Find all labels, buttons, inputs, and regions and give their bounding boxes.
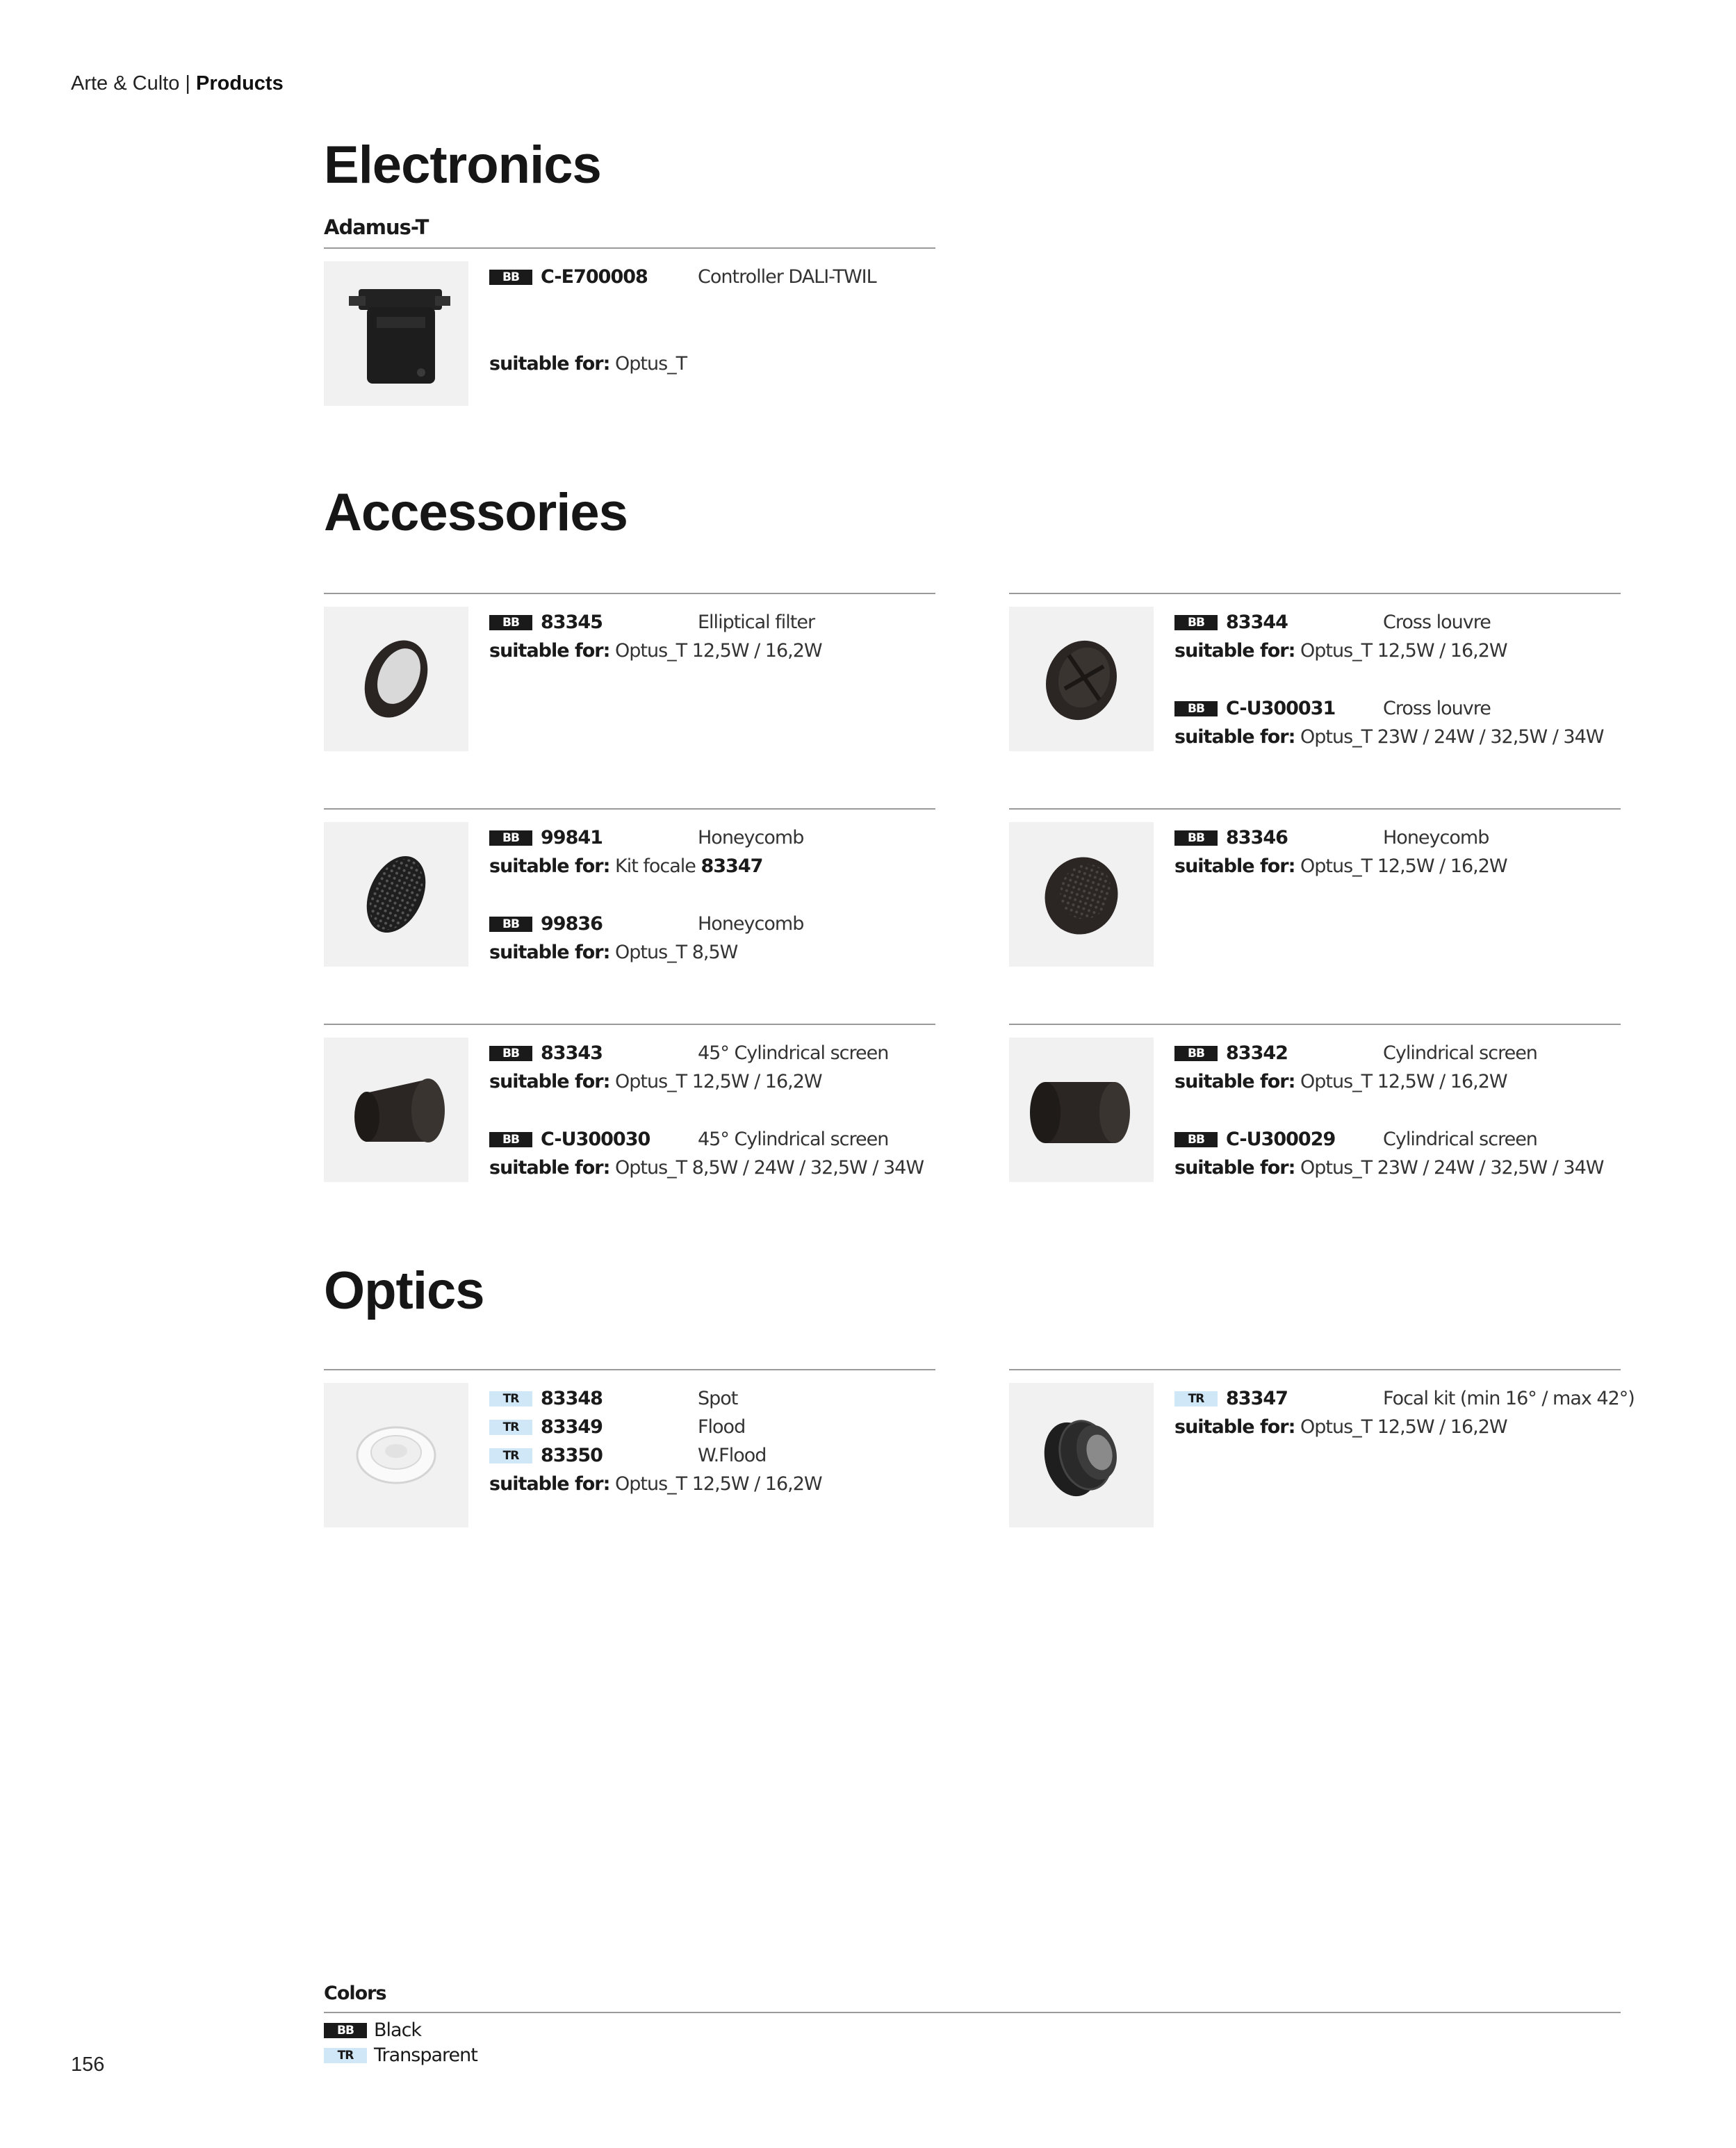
product-code-line xyxy=(1174,1384,1635,1413)
suitable-for-value: Optus_T xyxy=(614,353,687,375)
suitable-for-line xyxy=(489,350,934,378)
product-code-line xyxy=(489,1125,934,1154)
color-badge: BB xyxy=(489,830,532,846)
product-details xyxy=(489,608,934,665)
divider xyxy=(324,247,935,249)
product-details xyxy=(1174,823,1619,880)
product-details xyxy=(489,823,934,967)
breadcrumb-section: Products xyxy=(196,72,284,95)
product-code: C-U300031 xyxy=(1226,698,1336,719)
product-code-line xyxy=(1174,608,1619,637)
divider xyxy=(324,808,935,810)
product-card-83343 xyxy=(324,1024,935,1232)
product-details xyxy=(489,1384,934,1498)
product-card-83348 xyxy=(324,1369,935,1577)
divider xyxy=(1009,808,1621,810)
color-label: Black xyxy=(374,2019,422,2041)
suitable-for-value: Optus_T 8,5W xyxy=(614,942,738,963)
product-description: W.Flood xyxy=(698,1445,767,1466)
color-badge: BB xyxy=(1174,701,1218,716)
product-code: 83349 xyxy=(541,1416,603,1438)
product-code: 83346 xyxy=(1226,827,1288,848)
color-badge: BB xyxy=(489,270,532,285)
product-card-99841 xyxy=(324,808,935,1017)
divider xyxy=(1009,1024,1621,1025)
suitable-for-line xyxy=(1174,1067,1619,1096)
divider xyxy=(324,2012,1621,2013)
product-description: Flood xyxy=(698,1416,746,1438)
product-code: 83344 xyxy=(1226,612,1288,633)
product-code-line xyxy=(489,823,934,852)
divider xyxy=(1009,593,1621,594)
product-code-line xyxy=(489,910,934,938)
suitable-for-value: Optus_T 23W / 24W / 32,5W / 34W xyxy=(1300,1157,1604,1179)
product-code: 99836 xyxy=(541,913,603,935)
product-description: Honeycomb xyxy=(698,913,804,935)
color-badge: BB xyxy=(1174,615,1218,630)
honeycomb-ring-icon xyxy=(1009,822,1154,967)
suitable-for-label: suitable for: xyxy=(1174,1416,1295,1438)
product-description: Honeycomb xyxy=(1383,827,1489,848)
product-description: 45° Cylindrical screen xyxy=(698,1042,889,1064)
suitable-for-label: suitable for: xyxy=(489,1473,610,1495)
suitable-for-label: suitable for: xyxy=(1174,1071,1295,1092)
suitable-for-line xyxy=(489,1470,934,1498)
controller-icon xyxy=(324,261,468,406)
focal-kit-icon xyxy=(1009,1383,1154,1527)
page-number: 156 xyxy=(71,2053,105,2076)
product-code: 83348 xyxy=(541,1388,603,1409)
suitable-for-line xyxy=(1174,1413,1619,1441)
color-badge: BB xyxy=(1174,830,1218,846)
product-details xyxy=(489,263,934,378)
breadcrumb-brand: Arte & Culto xyxy=(71,72,180,95)
product-code-line xyxy=(1174,694,1619,723)
electronics-title: Electronics xyxy=(324,136,601,195)
honeycomb-icon xyxy=(324,822,468,967)
suitable-for-value: Optus_T 12,5W / 16,2W xyxy=(1300,640,1507,662)
product-description: Cross louvre xyxy=(1383,698,1491,719)
divider xyxy=(324,1369,935,1370)
suitable-for-line xyxy=(489,1154,934,1182)
color-badge: BB xyxy=(1174,1132,1218,1147)
product-details xyxy=(1174,1384,1635,1441)
color-badge: BB xyxy=(1174,1046,1218,1061)
product-description: Cross louvre xyxy=(1383,612,1491,633)
divider xyxy=(324,1024,935,1025)
suitable-for-line xyxy=(1174,852,1619,880)
suitable-for-line xyxy=(489,938,934,967)
product-card-83346 xyxy=(1009,808,1621,1017)
product-code: 83345 xyxy=(541,612,603,633)
product-card-83344 xyxy=(1009,593,1621,801)
color-badge: BB xyxy=(489,615,532,630)
suitable-for-line xyxy=(489,637,934,665)
color-badge: TR xyxy=(489,1448,532,1464)
suitable-for-value: Optus_T 12,5W / 16,2W xyxy=(1300,1416,1507,1438)
product-card-83345 xyxy=(324,593,935,801)
suitable-for-label: suitable for: xyxy=(1174,640,1295,662)
suitable-for-value: Optus_T 8,5W / 24W / 32,5W / 34W xyxy=(614,1157,924,1179)
product-code-line xyxy=(1174,823,1619,852)
divider xyxy=(324,593,935,594)
product-code: 99841 xyxy=(541,827,603,848)
optics-title: Optics xyxy=(324,1261,484,1320)
product-code-line xyxy=(489,1441,934,1470)
suitable-for-value: Optus_T 12,5W / 16,2W xyxy=(1300,1071,1507,1092)
color-badge: BB xyxy=(324,2023,367,2038)
breadcrumb-separator: | xyxy=(185,72,190,95)
product-code: 83347 xyxy=(1226,1388,1288,1409)
suitable-for-value: Optus_T 12,5W / 16,2W xyxy=(614,1071,822,1092)
suitable-for-label: suitable for: xyxy=(1174,855,1295,877)
suitable-for-line xyxy=(489,852,934,880)
product-description: Cylindrical screen xyxy=(1383,1129,1537,1150)
suitable-for-label: suitable for: xyxy=(489,353,610,375)
color-badge: BB xyxy=(489,1132,532,1147)
product-code: 83350 xyxy=(541,1445,603,1466)
product-card-83342 xyxy=(1009,1024,1621,1232)
product-details xyxy=(1174,608,1619,751)
product-description: Spot xyxy=(698,1388,738,1409)
suitable-for-value: Optus_T 23W / 24W / 32,5W / 34W xyxy=(1300,726,1604,748)
suitable-for-value: Kit focale xyxy=(614,855,701,877)
lens-icon xyxy=(324,1383,468,1527)
product-description: Controller DALI-TWIL xyxy=(698,266,876,288)
divider xyxy=(1009,1369,1621,1370)
product-description: Honeycomb xyxy=(698,827,804,848)
product-code: C-U300030 xyxy=(541,1129,650,1150)
product-description: 45° Cylindrical screen xyxy=(698,1129,889,1150)
product-code-line xyxy=(489,1384,934,1413)
suitable-for-label: suitable for: xyxy=(489,855,610,877)
suitable-for-label: suitable for: xyxy=(1174,1157,1295,1179)
product-code-line xyxy=(489,263,934,291)
suitable-for-value: Optus_T 12,5W / 16,2W xyxy=(614,1473,822,1495)
product-description: Cylindrical screen xyxy=(1383,1042,1537,1064)
suitable-for-line xyxy=(1174,637,1619,665)
product-card-electronics xyxy=(324,247,935,456)
product-code-line xyxy=(1174,1039,1619,1067)
accessories-title: Accessories xyxy=(324,483,628,542)
color-badge: TR xyxy=(1174,1391,1218,1407)
color-label: Transparent xyxy=(374,2044,477,2066)
suitable-for-line xyxy=(1174,1154,1619,1182)
color-legend-transparent xyxy=(324,2043,477,2068)
suitable-for-line xyxy=(1174,723,1619,751)
product-description: Elliptical filter xyxy=(698,612,815,633)
suitable-for-label: suitable for: xyxy=(1174,726,1295,748)
suitable-for-code: 83347 xyxy=(701,855,763,877)
suitable-for-label: suitable for: xyxy=(489,942,610,963)
product-details xyxy=(1174,1039,1619,1182)
color-badge: BB xyxy=(489,917,532,932)
color-badge: BB xyxy=(489,1046,532,1061)
colors-title: Colors xyxy=(324,1983,386,2004)
color-badge: TR xyxy=(489,1420,532,1435)
cylindrical-screen-icon xyxy=(1009,1038,1154,1182)
product-code-line xyxy=(489,1413,934,1441)
suitable-for-label: suitable for: xyxy=(489,1157,610,1179)
color-badge: TR xyxy=(489,1391,532,1407)
product-code: 83342 xyxy=(1226,1042,1288,1064)
color-badge: TR xyxy=(324,2048,367,2063)
product-card-83347 xyxy=(1009,1369,1635,1577)
product-code-line xyxy=(489,608,934,637)
product-code-line xyxy=(1174,1125,1619,1154)
suitable-for-label: suitable for: xyxy=(489,1071,610,1092)
product-code: C-U300029 xyxy=(1226,1129,1336,1150)
suitable-for-value: Optus_T 12,5W / 16,2W xyxy=(1300,855,1507,877)
suitable-for-value: Optus_T 12,5W / 16,2W xyxy=(614,640,822,662)
product-description: Focal kit (min 16° / max 42°) xyxy=(1383,1388,1635,1409)
color-legend-black xyxy=(324,2018,421,2043)
angled-cylindrical-screen-icon xyxy=(324,1038,468,1182)
suitable-for-line xyxy=(489,1067,934,1096)
product-code-line xyxy=(489,1039,934,1067)
breadcrumb xyxy=(71,72,284,95)
elliptical-filter-icon xyxy=(324,607,468,751)
cross-louvre-icon xyxy=(1009,607,1154,751)
product-code: 83343 xyxy=(541,1042,603,1064)
product-code: C-E700008 xyxy=(541,266,648,288)
suitable-for-label: suitable for: xyxy=(489,640,610,662)
electronics-subtitle: Adamus-T xyxy=(324,215,429,239)
product-details xyxy=(489,1039,934,1182)
